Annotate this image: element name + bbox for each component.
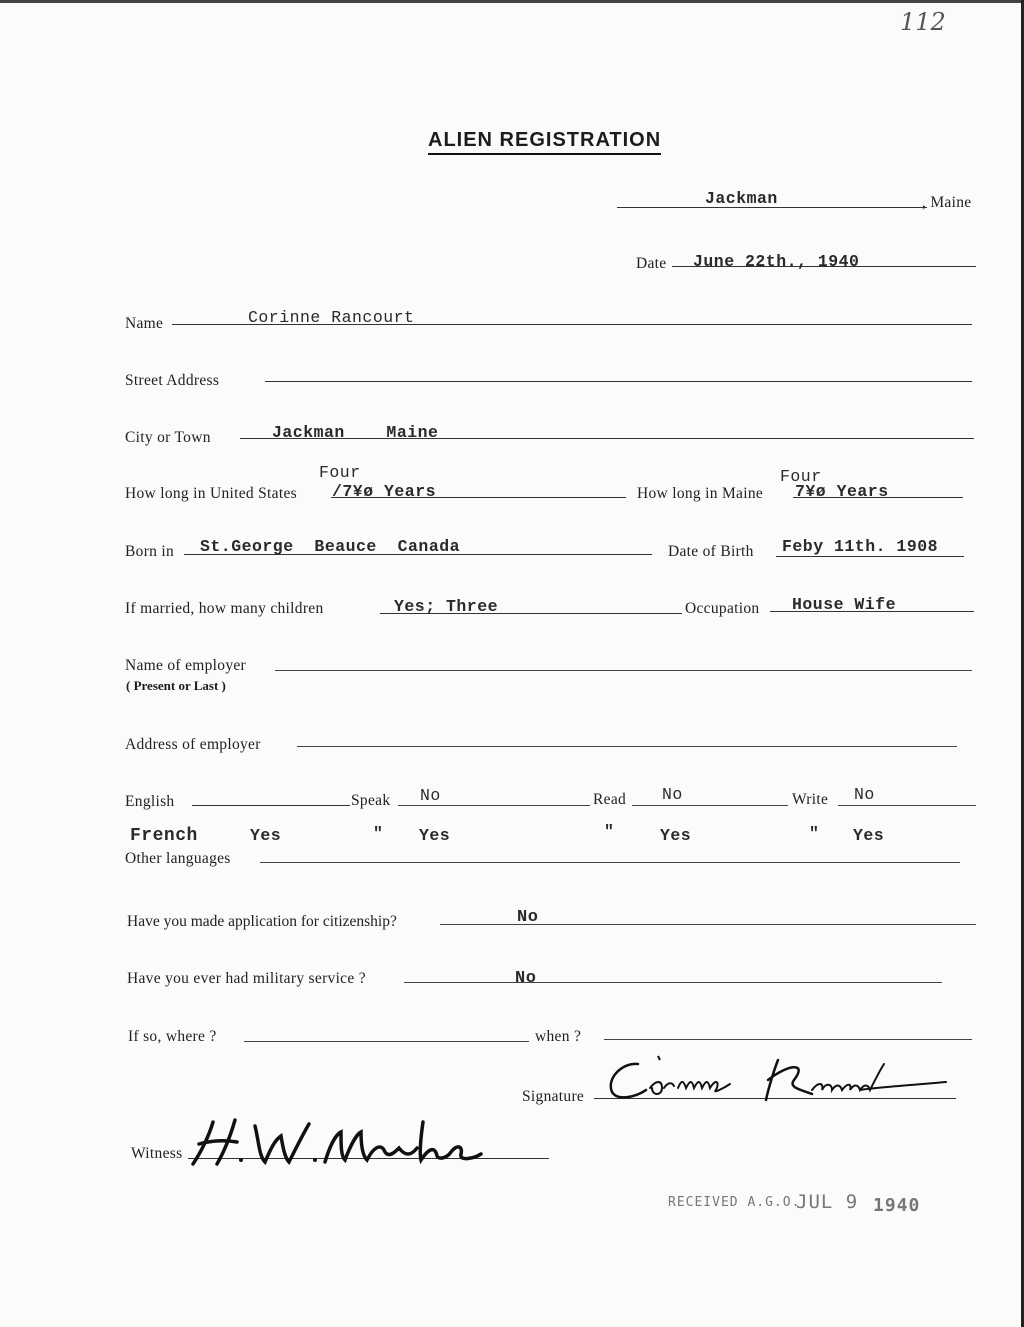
employer-line (275, 670, 972, 671)
french-label: French (130, 826, 198, 846)
form-title: ALIEN REGISTRATION (428, 129, 661, 155)
date-value: June 22th., 1940 (693, 252, 860, 271)
english-line (192, 805, 350, 806)
speak-line (398, 805, 590, 806)
name-label: Name (125, 315, 164, 332)
date-label: Date (636, 255, 667, 272)
other-languages-label: Other languages (125, 850, 231, 867)
name-value: Corinne Rancourt (248, 308, 415, 327)
employer-address-label: Address of employer (125, 736, 261, 753)
maine-duration-label: How long in Maine (637, 485, 764, 502)
us-duration-value: /7¥ø Years (332, 482, 437, 501)
signature-corinne-rancourt (598, 1050, 963, 1110)
french-read: Yes (419, 826, 451, 845)
received-stamp-date: JUL 9 (796, 1191, 859, 1213)
maine-duration-correction: Four (780, 467, 822, 486)
signature-label: Signature (522, 1088, 585, 1105)
read-value: No (662, 785, 683, 804)
street-line (265, 381, 972, 382)
employer-address-line (297, 746, 957, 747)
town-value: Jackman (705, 189, 778, 208)
witness-label: Witness (131, 1145, 183, 1162)
us-duration-label: How long in United States (125, 485, 297, 502)
born-label: Born in (125, 543, 175, 560)
citizenship-label: Have you made application for citizenship? (127, 913, 397, 930)
citizenship-value: No (517, 908, 539, 927)
speak-value: No (420, 786, 441, 805)
city-value: Jackman Maine (272, 423, 439, 442)
military-value: No (515, 969, 537, 988)
born-value: St.George Beauce Canada (200, 537, 461, 556)
read-label: Read (593, 791, 627, 808)
write-value: No (854, 785, 875, 804)
witness-signature-hw-martha (185, 1112, 485, 1170)
state-label: , Maine (922, 194, 972, 211)
dob-label: Date of Birth (668, 543, 754, 560)
french-other: Yes (853, 826, 885, 845)
employer-label: Name of employer (125, 657, 247, 674)
other-languages-line (260, 862, 960, 863)
employer-sublabel: ( Present or Last ) (126, 678, 226, 693)
children-value: Yes; Three (394, 597, 499, 616)
dob-value: Feby 11th. 1908 (782, 537, 939, 556)
english-label: English (125, 793, 175, 810)
occupation-label: Occupation (685, 600, 760, 617)
when-line (604, 1039, 972, 1040)
where-label: If so, where ? (128, 1028, 217, 1045)
read-line (632, 805, 788, 806)
us-duration-correction: Four (319, 463, 361, 482)
received-stamp-year: 1940 (873, 1195, 921, 1216)
french-speak: Yes (250, 826, 282, 845)
occupation-value: House Wife (792, 595, 897, 614)
ditto-mark-2: " (604, 822, 615, 841)
french-write: Yes (660, 826, 692, 845)
children-label: If married, how many children (125, 600, 324, 617)
military-line (404, 982, 942, 983)
when-label: when ? (535, 1028, 582, 1045)
page-number: 112 (900, 8, 946, 36)
speak-label: Speak (351, 792, 391, 809)
received-stamp-text: RECEIVED A.G.O. (668, 1195, 801, 1210)
maine-duration-value: 7¥ø Years (795, 482, 889, 501)
ditto-mark-1: " (373, 824, 384, 843)
write-label: Write (792, 791, 829, 808)
scan-edge-top (0, 0, 1024, 3)
dob-line (776, 556, 964, 557)
military-label: Have you ever had military service ? (127, 970, 366, 987)
where-line (244, 1041, 529, 1042)
write-line (838, 805, 976, 806)
ditto-mark-3: " (809, 824, 820, 843)
city-label: City or Town (125, 429, 211, 446)
street-label: Street Address (125, 372, 220, 389)
